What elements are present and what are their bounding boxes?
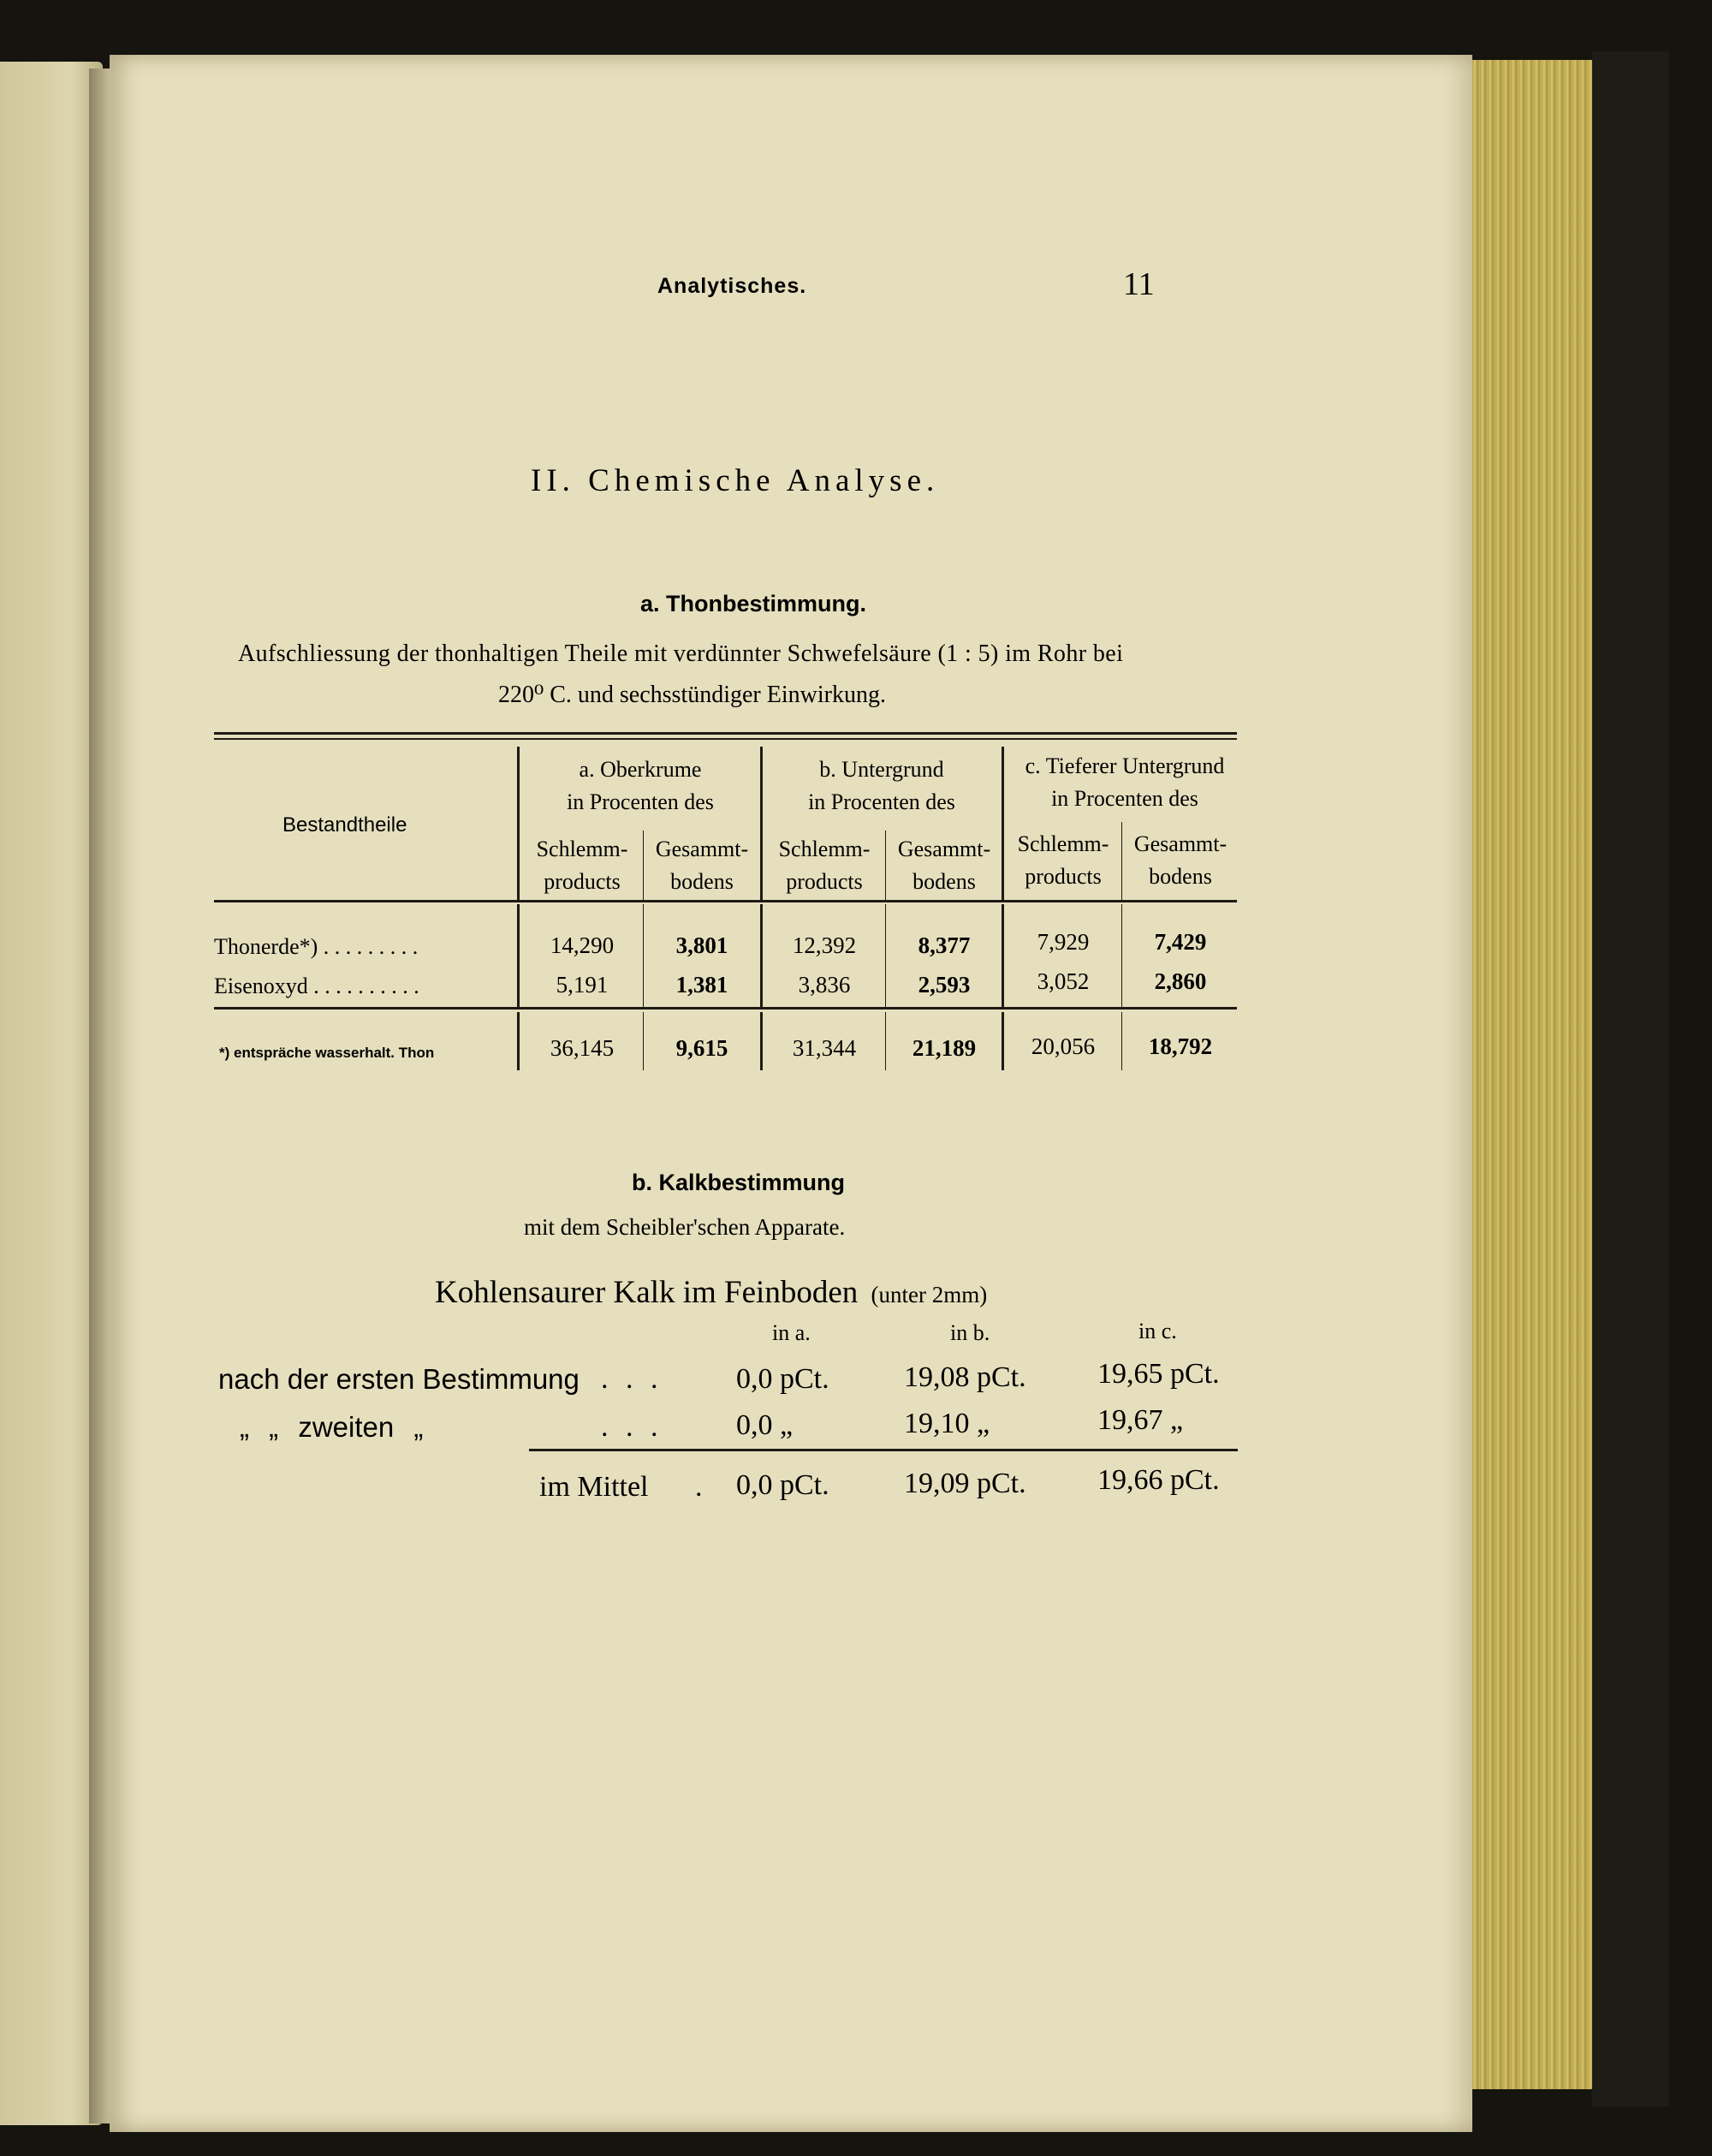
sub-header-3-line1: Schlemm- (778, 837, 871, 861)
group-b-line1: b. Untergrund (819, 757, 944, 782)
group-a-line1: a. Oberkrume (579, 757, 702, 782)
table-cell: 3,801 (675, 932, 728, 958)
table-vline-1 (517, 747, 520, 901)
section-title: II. Chemische Analyse. (531, 463, 940, 498)
table-cell: 1,381 (675, 972, 728, 998)
sub-header-1-line1: Schlemm- (536, 837, 628, 861)
page-block-edge (1472, 60, 1602, 2089)
sub-header-6-line1: Gesammt- (1133, 831, 1228, 856)
table-cell: 21,189 (912, 1035, 977, 1061)
sub-header-2-line1: Gesammt- (655, 837, 749, 861)
table-foot-vline-2 (760, 1012, 763, 1070)
book-gutter (89, 68, 111, 2123)
kalk-heading-text: Kohlensaurer Kalk im Feinboden (435, 1275, 859, 1310)
table-cell: 12,392 (792, 932, 857, 958)
row-label-thonerde: Thonerde*) . . . . . . . . . (214, 934, 419, 959)
sub-header-4-line1: Gesammt- (897, 837, 991, 861)
part-b-title: b. Kalkbestimmung (632, 1170, 846, 1195)
kalk-row-label-2: „ „ zweiten „ (240, 1411, 424, 1443)
kalk-value: 0,0 pCt. (736, 1363, 829, 1395)
column-header-a: in a. (772, 1320, 811, 1345)
table-cell: 7,929 (1037, 929, 1090, 955)
kalk-sum-rule (529, 1449, 1238, 1451)
sub-header-5-line1: Schlemm- (1017, 831, 1109, 856)
table-foot-vline-1 (517, 1012, 520, 1070)
kalk-value: 0,0 „ (736, 1409, 794, 1441)
sub-header-5-line2: products (1025, 864, 1102, 889)
table-cell: 3,052 (1037, 968, 1090, 994)
table-cell: 14,290 (550, 932, 615, 958)
table-body-vline-2 (760, 904, 763, 1007)
column-header-c: in c. (1138, 1319, 1177, 1343)
table-cell: 18,792 (1148, 1033, 1213, 1059)
table-cell: 9,615 (675, 1035, 728, 1061)
running-head: Analytisches. (657, 274, 807, 298)
table-cell: 31,344 (792, 1035, 857, 1061)
kalk-value: 19,08 pCt. (904, 1361, 1026, 1393)
part-a-description-1: Aufschliessung der thonhaltigen Theile mit verdünnter Schwefelsäure (1 : 5) im Rohr bei (238, 640, 1124, 667)
sub-header-3-line2: products (786, 869, 863, 894)
table-cell: 2,860 (1154, 968, 1207, 994)
kalk-heading (435, 1274, 987, 1311)
table-cell: 8,377 (918, 932, 971, 958)
kalk-value: 19,10 „ (904, 1408, 990, 1439)
table-body-rule (214, 1007, 1237, 1010)
table-header-rule (214, 900, 1237, 902)
table-body-vline-1 (517, 904, 520, 1007)
kalk-row-dots-2: . . . (601, 1411, 663, 1443)
sub-header-1-line2: products (544, 869, 621, 894)
group-a-line2: in Procenten des (567, 789, 714, 814)
table-cell: 5,191 (556, 972, 609, 998)
group-c-line1: c. Tieferer Untergrund (1025, 753, 1225, 778)
kalk-row-label-1: nach der ersten Bestimmung (218, 1363, 580, 1395)
footnote-label: *) entspräche wasserhalt. Thon (219, 1045, 435, 1061)
group-b-line2: in Procenten des (808, 789, 955, 814)
kalk-value: 19,65 pCt. (1097, 1358, 1220, 1390)
part-b-subtitle: mit dem Scheibler'schen Apparate. (524, 1214, 846, 1240)
table-vline-2 (760, 747, 763, 901)
kalk-value: 19,67 „ (1097, 1404, 1184, 1436)
kalk-mean-value: 19,66 pCt. (1097, 1464, 1220, 1496)
sub-header-4-line2: bodens (912, 869, 976, 894)
table-cell: 20,056 (1031, 1033, 1096, 1059)
table-cell: 36,145 (550, 1035, 615, 1061)
table-cell: 7,429 (1154, 929, 1207, 955)
book-page (110, 55, 1472, 2132)
kalk-mean-value: 0,0 pCt. (736, 1469, 829, 1501)
left-page-edge (0, 62, 103, 2125)
group-c-line2: in Procenten des (1051, 786, 1198, 811)
kalk-row-dots-1: . . . (601, 1363, 663, 1395)
table-top-rule-2 (214, 738, 1237, 740)
page-number: 11 (1123, 266, 1155, 302)
sub-header-2-line2: bodens (670, 869, 734, 894)
row-label-eisenoxyd: Eisenoxyd . . . . . . . . . . (214, 974, 419, 998)
table-cell: 2,593 (918, 972, 971, 998)
table-cell: 3,836 (798, 972, 851, 998)
kalk-mean-label: im Mittel (539, 1471, 649, 1503)
sub-header-6-line2: bodens (1149, 864, 1212, 889)
table-row-header: Bestandtheile (282, 813, 407, 837)
column-header-b: in b. (950, 1320, 990, 1345)
kalk-mean-dots: . (695, 1471, 703, 1503)
kalk-heading-note: (unter 2mm) (871, 1282, 988, 1307)
kalk-mean-value: 19,09 pCt. (904, 1468, 1026, 1499)
part-a-description-2: 220⁰ C. und sechsstündiger Einwirkung. (498, 682, 886, 708)
table-top-rule (214, 732, 1237, 735)
book-cover (1592, 51, 1669, 2106)
part-a-title: a. Thonbestimmung. (640, 591, 867, 616)
